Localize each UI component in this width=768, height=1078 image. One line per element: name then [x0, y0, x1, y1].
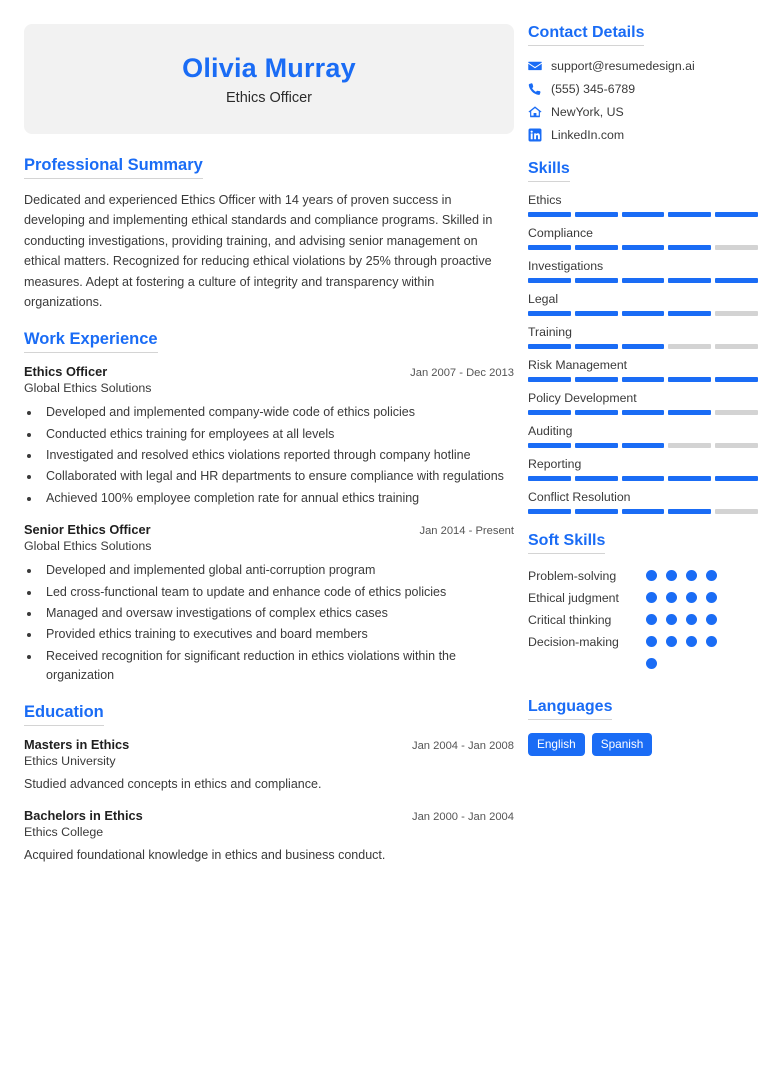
- soft-skill-dot: [646, 614, 657, 625]
- skill-level-segment: [715, 278, 758, 283]
- section-heading-skills: Skills: [528, 160, 570, 182]
- skill-item: [528, 457, 758, 481]
- skill-level-segment: [622, 509, 665, 514]
- work-entry-date: Jan 2014 - Present: [419, 525, 514, 538]
- skill-level-segment: [715, 509, 758, 514]
- skill-level-segment: [528, 443, 571, 448]
- skills-section: [528, 160, 758, 514]
- skill-level-segment: [622, 245, 665, 250]
- skill-item: [528, 358, 758, 382]
- contact-item[interactable]: [528, 59, 758, 73]
- skill-level-segment: [715, 443, 758, 448]
- skill-level-segment: [622, 278, 665, 283]
- soft-skill-dot: [646, 658, 657, 669]
- skill-level-segment: [528, 212, 571, 217]
- skill-level-segment: [668, 278, 711, 283]
- education-entry-degree: Bachelors in Ethics: [24, 808, 143, 824]
- skill-level-segment: [575, 212, 618, 217]
- work-bullet-item: • Managed and oversaw investigations of complex ethics cases: [41, 604, 514, 623]
- contact-details-section: [528, 24, 758, 142]
- skill-level-segment: [715, 476, 758, 481]
- skill-item: [528, 226, 758, 250]
- skill-level-segment: [575, 377, 618, 382]
- soft-skills-body: [528, 565, 758, 680]
- education-entry: [24, 808, 514, 862]
- candidate-name: Olivia Murray: [182, 52, 356, 83]
- work-bullet-item: • Developed and implemented global anti-corruption program: [41, 561, 514, 580]
- language-pill-list: [528, 733, 758, 756]
- skill-level-bar: [528, 509, 758, 514]
- work-bullet-item: • Achieved 100% employee completion rate for annual ethics training: [41, 489, 514, 508]
- work-bullet-item: • Provided ethics training to executives and board members: [41, 625, 514, 644]
- skill-level-segment: [715, 212, 758, 217]
- section-heading-soft-skills: Soft Skills: [528, 532, 605, 554]
- skill-level-segment: [575, 278, 618, 283]
- education-entry-degree: Masters in Ethics: [24, 737, 130, 753]
- work-entry-bullets: [41, 403, 514, 508]
- soft-skills-section: [528, 532, 758, 680]
- contact-item-value: LinkedIn.com: [551, 128, 625, 142]
- skill-level-segment: [528, 344, 571, 349]
- skill-level-segment: [528, 377, 571, 382]
- skill-level-segment: [668, 377, 711, 382]
- education-entry-description: Acquired foundational knowledge in ethics and business conduct.: [24, 848, 386, 863]
- contact-item[interactable]: [528, 82, 758, 96]
- skill-level-segment: [715, 410, 758, 415]
- skill-level-segment: [668, 311, 711, 316]
- skill-level-segment: [622, 377, 665, 382]
- skill-label: Reporting: [528, 457, 582, 471]
- contact-item-value: (555) 345-6789: [551, 82, 636, 96]
- work-entry-role: Ethics Officer: [24, 364, 108, 380]
- soft-skill-dot: [666, 636, 677, 647]
- skill-level-bar: [528, 245, 758, 250]
- envelope-icon: [528, 59, 542, 73]
- soft-skill-dot-grid: [646, 570, 728, 680]
- soft-skill-dot: [706, 636, 717, 647]
- skill-item: [528, 325, 758, 349]
- skill-item: [528, 490, 758, 514]
- languages-section: [528, 698, 758, 756]
- language-pill[interactable]: Spanish: [592, 733, 653, 756]
- soft-skill-dot: [706, 592, 717, 603]
- skill-level-segment: [528, 410, 571, 415]
- skill-level-bar: [528, 278, 758, 283]
- skill-label: Compliance: [528, 226, 593, 240]
- language-pill[interactable]: English: [528, 733, 585, 756]
- work-bullet-item: • Led cross-functional team to update and enhance code of ethics policies: [41, 583, 514, 602]
- skill-item: [528, 424, 758, 448]
- work-bullet-item: • Collaborated with legal and HR departments to ensure compliance with regulations: [41, 467, 514, 486]
- sidebar-column: [528, 24, 758, 1054]
- skill-level-segment: [528, 311, 571, 316]
- linkedin-icon: [528, 128, 542, 142]
- skills-list: [528, 193, 758, 514]
- skill-level-segment: [715, 344, 758, 349]
- soft-skill-label: Decision-making: [528, 635, 619, 649]
- work-experience-section: [24, 330, 514, 685]
- soft-skill-dot: [646, 592, 657, 603]
- skill-level-bar: [528, 476, 758, 481]
- skill-label: Conflict Resolution: [528, 490, 631, 504]
- skill-level-segment: [668, 509, 711, 514]
- skill-level-segment: [715, 311, 758, 316]
- skill-label: Policy Development: [528, 391, 637, 405]
- soft-skill-dot: [686, 636, 697, 647]
- candidate-job-title: Ethics Officer: [226, 90, 312, 107]
- soft-skill-dot: [686, 614, 697, 625]
- skill-level-segment: [575, 410, 618, 415]
- skill-level-bar: [528, 344, 758, 349]
- education-entry: [24, 737, 514, 791]
- section-heading-work: Work Experience: [24, 330, 158, 353]
- work-entry-header: [24, 364, 514, 379]
- skill-level-segment: [668, 212, 711, 217]
- soft-skill-dot: [706, 614, 717, 625]
- skill-level-segment: [528, 509, 571, 514]
- education-entry-description: Studied advanced concepts in ethics and compliance.: [24, 777, 322, 792]
- skill-level-segment: [528, 476, 571, 481]
- skill-label: Auditing: [528, 424, 573, 438]
- work-entry-organization: Global Ethics Solutions: [24, 539, 152, 554]
- skill-level-segment: [622, 311, 665, 316]
- education-entry-header: [24, 808, 514, 823]
- skill-label: Legal: [528, 292, 559, 306]
- skill-level-segment: [575, 509, 618, 514]
- summary-text: Dedicated and experienced Ethics Officer with 14 years of proven success in developing and implementing ethical standards and compliance programs. Skilled in conducting investigations, providing training, and advising senior management on ethical matters. Recognized for reducing ethical violations by 25% through proactive measures. Adept at fostering a culture of integrity and transparency within organizations.: [24, 193, 493, 309]
- skill-level-segment: [528, 245, 571, 250]
- section-heading-summary: Professional Summary: [24, 156, 203, 179]
- contact-item[interactable]: [528, 128, 758, 142]
- skill-level-segment: [622, 476, 665, 481]
- skill-label: Training: [528, 325, 572, 339]
- skill-level-bar: [528, 377, 758, 382]
- work-bullet-item: • Investigated and resolved ethics violations reported through company hotline: [41, 446, 514, 465]
- contact-item-value: support@resumedesign.ai: [551, 59, 695, 73]
- skill-level-segment: [668, 443, 711, 448]
- work-entry-organization: Global Ethics Solutions: [24, 381, 152, 396]
- section-heading-contact: Contact Details: [528, 24, 644, 46]
- skill-level-segment: [715, 377, 758, 382]
- education-entry-date: Jan 2004 - Jan 2008: [411, 740, 514, 753]
- skill-level-segment: [668, 344, 711, 349]
- soft-skill-dot: [646, 570, 657, 581]
- soft-skill-dot: [666, 570, 677, 581]
- home-icon: [528, 105, 542, 119]
- work-bullet-item: • Received recognition for significant reduction in ethics violations within the organization: [41, 647, 514, 686]
- soft-skill-dot: [686, 570, 697, 581]
- skill-label: Ethics: [528, 193, 562, 207]
- skill-level-segment: [622, 410, 665, 415]
- section-heading-education: Education: [24, 703, 104, 726]
- work-entry: [24, 364, 514, 508]
- soft-skill-label: Problem-solving: [528, 569, 617, 583]
- education-entry-date: Jan 2000 - Jan 2004: [411, 811, 514, 824]
- soft-skill-dot: [666, 592, 677, 603]
- soft-skill-dot: [706, 570, 717, 581]
- skill-level-segment: [622, 212, 665, 217]
- soft-skill-label: Ethical judgment: [528, 591, 619, 605]
- skill-level-bar: [528, 410, 758, 415]
- work-bullet-item: • Conducted ethics training for employees at all levels: [41, 425, 514, 444]
- skill-level-segment: [622, 344, 665, 349]
- education-entry-school: Ethics College: [24, 825, 104, 840]
- skill-level-segment: [668, 476, 711, 481]
- skill-level-bar: [528, 311, 758, 316]
- soft-skill-dot: [686, 592, 697, 603]
- skill-item: [528, 292, 758, 316]
- skill-level-segment: [668, 410, 711, 415]
- skill-label: Risk Management: [528, 358, 628, 372]
- skill-item: [528, 391, 758, 415]
- work-entry: [24, 522, 514, 685]
- education-entry-school: Ethics University: [24, 754, 116, 769]
- skill-level-segment: [575, 344, 618, 349]
- work-entry-list: [24, 364, 514, 685]
- skill-label: Investigations: [528, 259, 604, 273]
- soft-skill-dot: [646, 636, 657, 647]
- skill-item: [528, 193, 758, 217]
- skill-level-segment: [715, 245, 758, 250]
- main-column: [24, 24, 514, 1054]
- section-heading-languages: Languages: [528, 698, 612, 720]
- soft-skill-dot: [666, 614, 677, 625]
- work-entry-header: [24, 522, 514, 537]
- phone-icon: [528, 82, 542, 96]
- work-bullet-item: • Developed and implemented company-wide code of ethics policies: [41, 403, 514, 422]
- skill-level-segment: [575, 476, 618, 481]
- work-entry-date: Jan 2007 - Dec 2013: [410, 367, 514, 380]
- skill-level-segment: [622, 443, 665, 448]
- skill-level-segment: [668, 245, 711, 250]
- contact-item[interactable]: [528, 105, 758, 119]
- contact-item-value: NewYork, US: [551, 105, 624, 119]
- skill-level-bar: [528, 443, 758, 448]
- skill-level-segment: [575, 311, 618, 316]
- name-header-block: [24, 24, 514, 134]
- skill-level-bar: [528, 212, 758, 217]
- soft-skill-label: Critical thinking: [528, 613, 612, 627]
- skill-level-segment: [528, 278, 571, 283]
- education-entry-header: [24, 737, 514, 752]
- education-section: [24, 703, 514, 862]
- soft-skill-label-list: [528, 565, 619, 653]
- contact-list: [528, 59, 758, 142]
- skill-item: [528, 259, 758, 283]
- skill-level-segment: [575, 443, 618, 448]
- professional-summary-section: [24, 156, 514, 312]
- work-entry-role: Senior Ethics Officer: [24, 522, 151, 538]
- work-entry-bullets: [41, 561, 514, 685]
- education-entry-list: [24, 737, 514, 862]
- skill-level-segment: [575, 245, 618, 250]
